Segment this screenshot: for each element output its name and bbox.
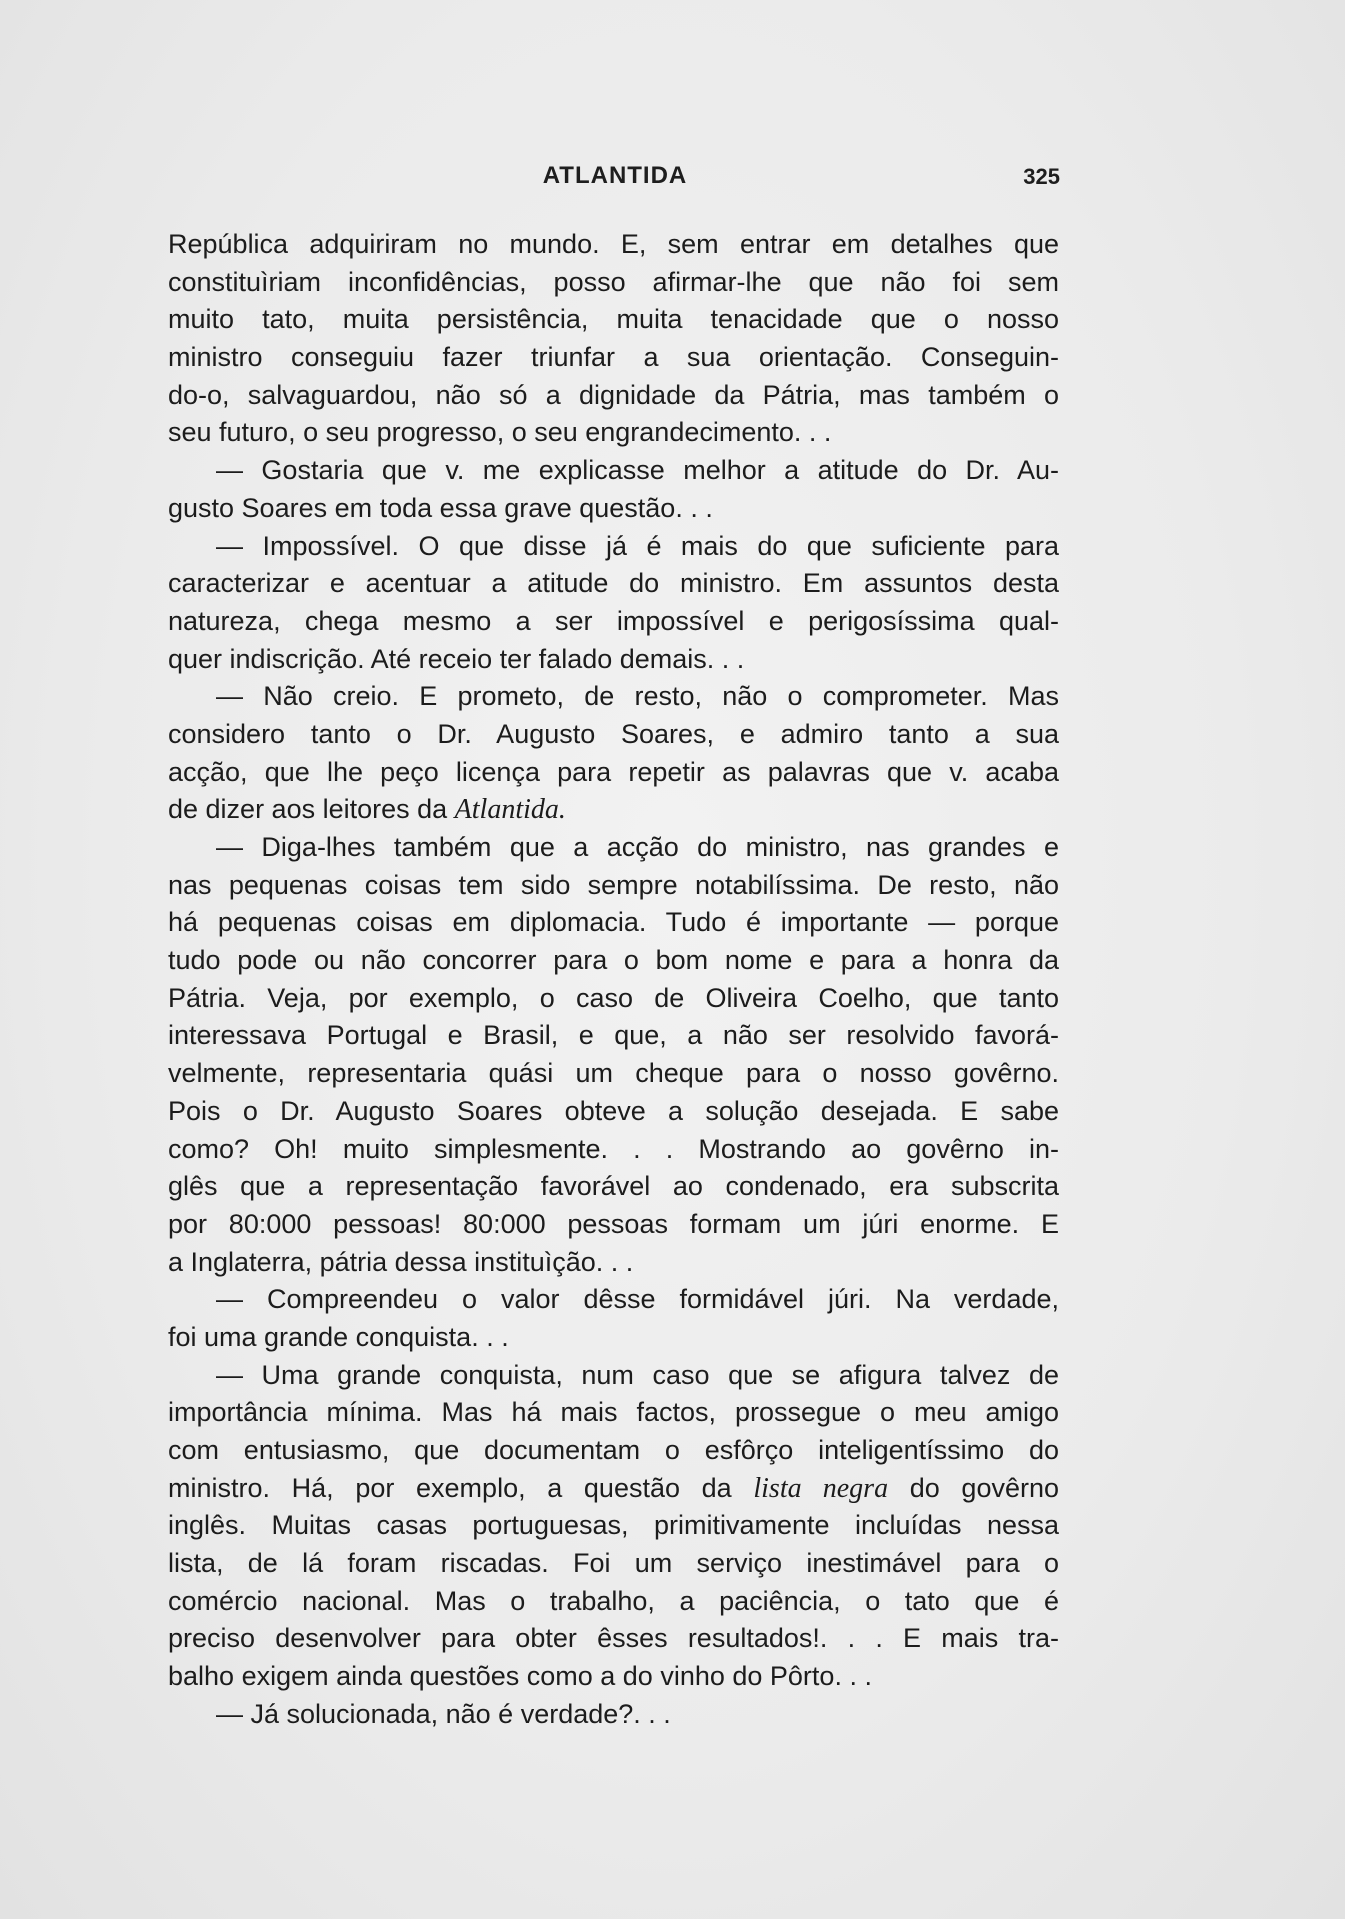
text-line: como? Oh! muito simplesmente. . . Mostrando ao govêrno in- (168, 1133, 1059, 1164)
text-line: há pequenas coisas em diplomacia. Tudo é importante — porque (168, 907, 1059, 938)
text-line: tudo pode ou não concorrer para o bom nome e para a honra da (168, 945, 1059, 976)
text-line-with-italic (168, 1470, 1059, 1508)
text-line: balho exigem ainda questões como a do vinho do Pôrto. . . (168, 1661, 872, 1692)
text-line: ministro conseguiu fazer triunfar a sua orientação. Conseguin- (168, 342, 1059, 373)
text-line: por 80:000 pessoas! 80:000 pessoas formam um júri enorme. E (168, 1208, 1059, 1239)
text-line: nas pequenas coisas tem sido sempre notabilíssima. De resto, não (168, 869, 1059, 900)
text-line: — Gostaria que v. me explicasse melhor a atitude do Dr. Au- (216, 455, 1059, 486)
text-line: com entusiasmo, que documentam o esfôrço inteligentíssimo do (168, 1435, 1059, 1465)
text-line: inglês. Muitas casas portuguesas, primitivamente incluídas nessa (168, 1510, 1059, 1541)
text-line: foi uma grande conquista. . . (168, 1321, 509, 1352)
text-segment: do govêrno (888, 1472, 1059, 1503)
text-line: acção, que lhe peço licença para repetir as palavras que v. acaba (168, 756, 1059, 787)
text-line: gusto Soares em toda essa grave questão. . . (168, 492, 713, 523)
body-text (168, 226, 1059, 1734)
text-segment: de dizer aos leitores da (168, 794, 455, 825)
page-number: 325 (1023, 164, 1060, 189)
text-line: caracterizar e acentuar a atitude do ministro. Em assuntos desta (168, 568, 1059, 599)
text-line: República adquiriram no mundo. E, sem entrar em detalhes que (168, 229, 1059, 259)
italic-title: Atlantida. (454, 794, 566, 826)
text-line: glês que a representação favorável ao condenado, era subscrita (168, 1171, 1059, 1202)
text-line: constituìriam inconfidências, posso afirmar-lhe que não foi sem (168, 266, 1059, 297)
italic-phrase: lista negra (753, 1472, 889, 1504)
text-line: lista, de lá foram riscadas. Foi um serviço inestimável para o (168, 1548, 1059, 1579)
text-line: preciso desenvolver para obter êsses resultados!. . . E mais tra- (168, 1623, 1059, 1654)
running-title: ATLANTIDA (542, 162, 688, 189)
text-line: quer indiscrição. Até receio ter falado demais. . . (168, 643, 745, 674)
text-line: Pátria. Veja, por exemplo, o caso de Oliveira Coelho, que tanto (168, 982, 1059, 1013)
text-line: — Impossível. O que disse já é mais do que suficiente para (216, 530, 1059, 561)
text-line: comércio nacional. Mas o trabalho, a paciência, o tato que é (168, 1585, 1059, 1616)
text-line: — Já solucionada, não é verdade?. . . (216, 1698, 671, 1729)
text-line: seu futuro, o seu progresso, o seu engrandecimento. . . (168, 417, 832, 448)
text-segment: ministro. Há, por exemplo, a questão da (168, 1472, 754, 1503)
text-line: — Não creio. E prometo, de resto, não o comprometer. Mas (216, 681, 1059, 712)
text-line: — Compreendeu o valor dêsse formidável júri. Na verdade, (216, 1284, 1059, 1315)
text-line: Pois o Dr. Augusto Soares obteve a solução desejada. E sabe (168, 1095, 1059, 1126)
text-line-with-italic (168, 791, 1059, 829)
text-line: do-o, salvaguardou, não só a dignidade da Pátria, mas também o (168, 379, 1059, 410)
text-line: interessava Portugal e Brasil, e que, a não ser resolvido favorá- (168, 1020, 1059, 1051)
page-header (170, 162, 1060, 194)
text-line: — Diga-lhes também que a acção do ministro, nas grandes e (216, 832, 1059, 862)
text-line: a Inglaterra, pátria dessa instituìção. . . (168, 1246, 634, 1277)
text-line: importância mínima. Mas há mais factos, prossegue o meu amigo (168, 1397, 1059, 1428)
text-line: natureza, chega mesmo a ser impossível e perigosíssima qual- (168, 605, 1059, 636)
text-line: — Uma grande conquista, num caso que se afigura talvez de (216, 1359, 1059, 1390)
text-line: considero tanto o Dr. Augusto Soares, e admiro tanto a sua (168, 718, 1059, 749)
text-line: muito tato, muita persistência, muita tenacidade que o nosso (168, 304, 1059, 335)
text-line: velmente, representaria quási um cheque para o nosso govêrno. (168, 1058, 1059, 1089)
